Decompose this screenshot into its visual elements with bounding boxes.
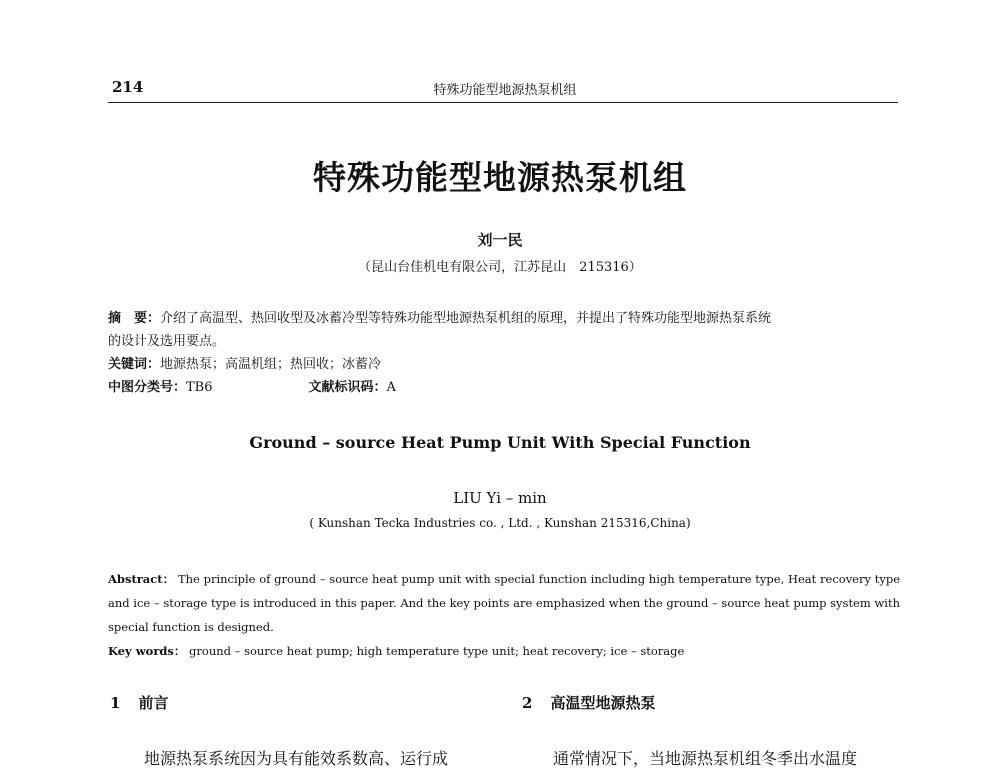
keywords-en-text: ground – source heat pump; high temperature type unit; heat recovery; ice – storage — [189, 644, 685, 658]
keywords-cn-text: 地源热泵；高温机组；热回收；冰蓄冷 — [160, 357, 382, 372]
affiliation-en: ( Kunshan Tecka Industries co. , Ltd. , Kunshan 215316,China) — [309, 516, 691, 530]
classification-row — [108, 376, 900, 399]
running-title: 特殊功能型地源热泵机组 — [433, 83, 577, 98]
body-text-left: 地源热泵系统因为具有能效系数高、运行成 — [144, 749, 449, 768]
body-text-right: 通常情况下，当地源热泵机组冬季出水温度 — [553, 749, 858, 768]
section-1-number: 1 — [110, 694, 121, 712]
abstract-en — [108, 567, 900, 639]
keywords-en-label: Key words： — [108, 644, 186, 658]
paper-title-en: Ground – source Heat Pump Unit With Special Function — [249, 433, 751, 452]
abstract-cn-text-1: 介绍了高温型、热回收型及冰蓄冷型等特殊功能型地源热泵机组的原理，并提出了特殊功能型地源热泵系统 — [160, 311, 772, 326]
page-number: 214 — [112, 78, 144, 96]
abstract-en-text: The principle of ground – source heat pump unit with special function including high temperature type, Heat recovery type and ice – storage type is introduced in this paper. And the key points are emphasized when the ground – source heat pump system with special function is designed. — [108, 572, 901, 634]
abstract-cn-line1 — [108, 307, 900, 330]
abstract-cn-block — [108, 307, 900, 399]
header-rule — [108, 102, 898, 103]
author-cn: 刘一民 — [477, 231, 523, 249]
section-heading-1 — [110, 692, 168, 713]
keywords-en — [108, 639, 900, 663]
section-heading-2 — [522, 692, 655, 713]
clc-label: 中图分类号： — [108, 380, 187, 395]
doc-code-label: 文献标识码： — [308, 380, 387, 395]
affiliation-cn: （昆山台佳机电有限公司，江苏昆山 215316） — [358, 260, 642, 275]
section-2-number: 2 — [522, 694, 533, 712]
doc-code-value: A — [386, 380, 396, 395]
section-2-title: 高温型地源热泵 — [550, 694, 656, 712]
author-en: LIU Yi – min — [453, 489, 547, 507]
paper-title-cn: 特殊功能型地源热泵机组 — [313, 158, 687, 197]
abstract-cn-line2: 的设计及选用要点。 — [108, 334, 226, 349]
clc-value: TB6 — [186, 380, 213, 395]
abstract-en-label: Abstract： — [108, 572, 175, 586]
section-1-title: 前言 — [138, 694, 169, 712]
abstract-cn-label: 摘 要： — [108, 311, 161, 326]
keywords-cn-label: 关键词： — [108, 357, 161, 372]
abstract-en-block — [108, 567, 900, 663]
keywords-cn — [108, 353, 900, 376]
